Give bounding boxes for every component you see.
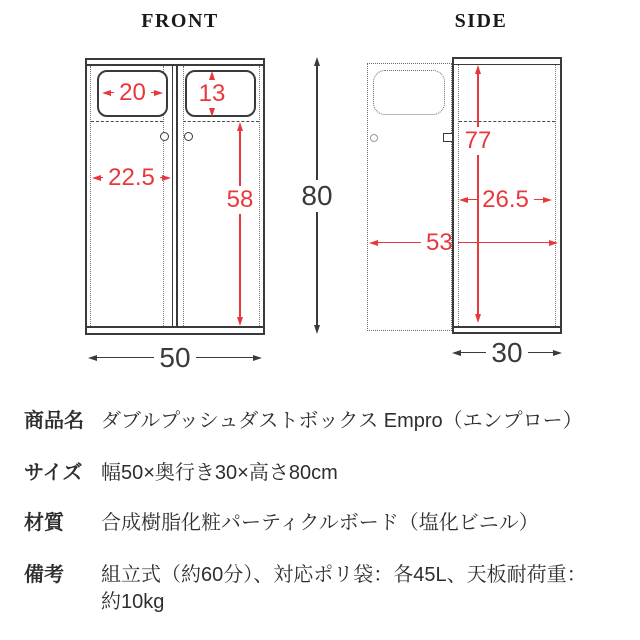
arrow-left-icon [88, 355, 97, 361]
arrow-right-icon [154, 90, 163, 96]
front-right-door-edge-dotted-line [183, 66, 184, 326]
dim-front-opening-width [102, 78, 163, 106]
arrow-up-icon [314, 57, 320, 66]
dim-line [239, 131, 241, 186]
spec-value: 組立式（約60分）、対応ポリ袋：各45L、天板耐荷重：約10kg [101, 564, 587, 613]
dim-front-opening-height [195, 71, 229, 115]
dim-label: 50 [159, 341, 191, 373]
side-view-title: SIDE [454, 10, 508, 32]
dim-label: 58 [226, 186, 254, 214]
front-left-latch-hole [160, 132, 169, 141]
front-left-shelf-dashed-line [91, 121, 163, 122]
dim-line [458, 242, 549, 244]
front-right-panel-dotted-line [259, 66, 260, 326]
arrow-down-icon [209, 108, 215, 117]
front-center-divider-line-2 [176, 66, 178, 326]
dim-label: 77 [464, 127, 492, 154]
dim-line [461, 352, 486, 354]
spec-value: 幅50×奥行き30×高さ80cm [101, 462, 338, 484]
arrow-right-icon [553, 350, 562, 356]
spec-label: 材質 [24, 512, 64, 534]
side-ghost-latch-hole [370, 134, 378, 142]
dim-line [97, 357, 154, 359]
dim-label: 53 [425, 228, 453, 256]
front-right-latch-hole [184, 132, 193, 141]
dim-label: 26.5 [482, 185, 529, 213]
dim-line [534, 199, 543, 201]
arrow-right-icon [543, 197, 552, 203]
dim-line [528, 352, 553, 354]
spec-row-notes [24, 562, 624, 616]
arrow-down-icon [314, 325, 320, 334]
arrow-up-icon [237, 122, 243, 131]
dim-line [239, 214, 241, 317]
dim-label: 22.5 [108, 163, 155, 191]
dim-line [477, 74, 479, 127]
spec-value: ダブルプッシュダストボックス Empro（エンプロー） [101, 410, 583, 432]
arrow-up-icon [209, 71, 215, 80]
dim-line [468, 199, 477, 201]
dim-label: 30 [491, 336, 523, 368]
arrow-left-icon [92, 175, 101, 181]
dim-line [196, 357, 253, 359]
arrow-up-icon [475, 65, 481, 74]
side-base-line [454, 326, 560, 328]
front-base-line [87, 326, 263, 328]
front-view-title: FRONT [141, 10, 219, 32]
spec-row-size [24, 460, 624, 487]
dim-label: 20 [119, 78, 146, 106]
spec-label: 備考 [24, 564, 64, 586]
arrow-left-icon [102, 90, 111, 96]
dim-side-total-depth [452, 336, 562, 368]
dim-line [316, 212, 318, 326]
dim-side-inner-depth [459, 185, 552, 213]
side-ghost-push-opening [373, 70, 445, 115]
front-top-panel-line [87, 64, 263, 66]
spec-label: サイズ [24, 462, 83, 484]
dim-front-door-height [223, 122, 257, 326]
spec-value: 合成樹脂化粧パーティクルボード（塩化ビニル） [101, 512, 539, 534]
dim-front-total-height [300, 57, 334, 334]
arrow-left-icon [369, 240, 378, 246]
side-latch-knob [443, 133, 453, 142]
spec-row-material [24, 510, 624, 537]
arrow-down-icon [237, 317, 243, 326]
arrow-left-icon [452, 350, 461, 356]
front-center-divider-line-1 [172, 66, 174, 326]
arrow-right-icon [162, 175, 171, 181]
dim-label: 13 [198, 80, 226, 107]
arrow-right-icon [549, 240, 558, 246]
front-left-panel-dotted-line [90, 66, 91, 326]
dim-front-total-width [88, 341, 262, 373]
arrow-left-icon [459, 197, 468, 203]
dim-front-door-width [92, 163, 171, 191]
dim-line [316, 66, 318, 180]
side-back-panel-dotted-line [555, 65, 556, 326]
dim-side-open-depth [369, 228, 558, 256]
spec-row-product-name [24, 408, 624, 435]
dim-label: 80 [301, 179, 333, 211]
arrow-down-icon [475, 314, 481, 323]
dim-line [378, 242, 421, 244]
spec-label: 商品名 [24, 410, 84, 432]
arrow-right-icon [253, 355, 262, 361]
